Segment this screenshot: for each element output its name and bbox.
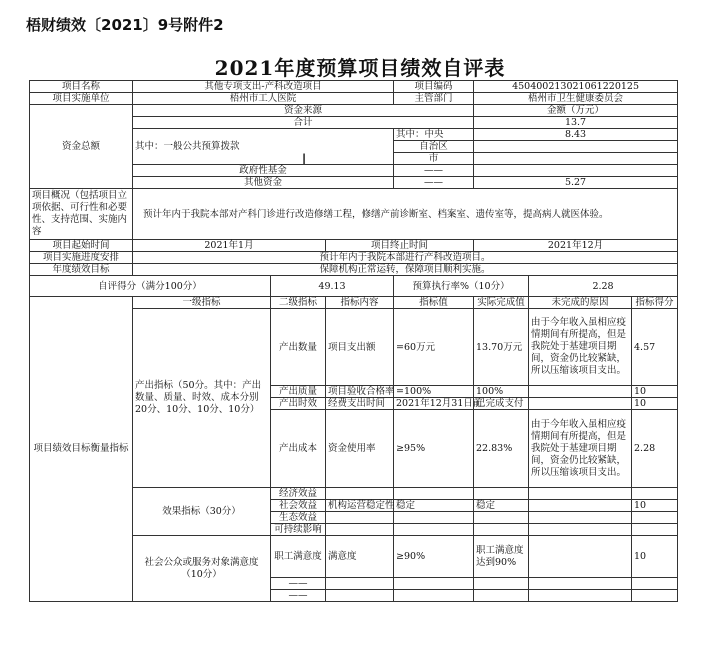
value-other-fund-dash: ——: [394, 177, 474, 189]
row-target: =100%: [394, 386, 474, 398]
row-l2: 经济效益: [271, 488, 326, 500]
value-overview: 预计年内于我院本部对产科门诊进行改造修缮工程，修缮产前诊断室、档案室、遗传室等，提高病人就医体验。: [133, 189, 678, 240]
value-end: 2021年12月: [474, 240, 678, 252]
value-progress: 预计年内于我院本部进行产科改造项目。: [133, 252, 678, 264]
row-reason: 由于今年收入虽相应疫情期间有所提高，但是我院处于基建项目期间，资金仍比较紧缺，所以压缩该项目支出。: [529, 309, 632, 386]
performance-table: [29, 80, 678, 602]
value-project-name: 其他专项支出-产科改造项目: [133, 81, 394, 93]
row-target: 2021年12月31日前: [394, 398, 474, 410]
row-target: =60万元: [394, 309, 474, 386]
row-l2: 产出成本: [271, 410, 326, 488]
label-central: 其中：中央: [394, 129, 474, 141]
row-target: 稳定: [394, 500, 474, 512]
value-start: 2021年1月: [133, 240, 326, 252]
label-project-code: 项目编码: [394, 81, 474, 93]
row-l2: 产出时效: [271, 398, 326, 410]
row-actual: 22.83%: [474, 410, 529, 488]
row-reason: [529, 578, 632, 590]
row-target: [394, 578, 474, 590]
row-content: 满意度: [326, 536, 394, 578]
label-dept: 主管部门: [394, 93, 474, 105]
value-project-code: 450400213021061220125: [474, 81, 678, 93]
row-l2: 可持续影响: [271, 524, 326, 536]
row-l2: 生态效益: [271, 512, 326, 524]
row-reason: [529, 512, 632, 524]
row-content: 项目验收合格率: [326, 386, 394, 398]
row-actual: 100%: [474, 386, 529, 398]
row-actual: [474, 488, 529, 500]
row-l2: 职工满意度: [271, 536, 326, 578]
row-target: ≥95%: [394, 410, 474, 488]
label-other-fund: 其他资金: [133, 177, 394, 189]
row-actual: [474, 578, 529, 590]
value-exec-rate: 2.28: [529, 276, 678, 297]
row-content: [326, 524, 394, 536]
value-gov-fund: ——: [394, 165, 474, 177]
label-general-budget: 其中：一般公共预算拨款: [133, 129, 394, 165]
label-annual-goal: 年度绩效目标: [30, 264, 133, 276]
row-l2: 产出数量: [271, 309, 326, 386]
header-value: 指标值: [394, 297, 474, 309]
row-target: [394, 512, 474, 524]
value-central: 8.43: [474, 129, 678, 141]
value-dept: 梧州市卫生健康委员会: [474, 93, 678, 105]
header-l1: 一级指标: [133, 297, 271, 309]
row-target: ≥90%: [394, 536, 474, 578]
row-content: 资金使用率: [326, 410, 394, 488]
effect-l1: 效果指标（30分）: [133, 488, 271, 536]
row-actual: 已完成支付: [474, 398, 529, 410]
label-overview: 项目概况（包括项目立项依据、可行性和必要性、支持范围、实施内容: [30, 189, 133, 240]
value-annual-goal: 保障机构正常运转，保障项目顺利实施。: [133, 264, 678, 276]
row-reason: [529, 500, 632, 512]
row-reason: [529, 524, 632, 536]
label-amount: 金额（万元）: [474, 105, 678, 117]
row-reason: [529, 398, 632, 410]
row-score: 2.28: [632, 410, 678, 488]
row-reason: [529, 590, 632, 602]
value-impl-unit: 梧州市工人医院: [133, 93, 394, 105]
value-self-score: 49.13: [271, 276, 394, 297]
row-score: 10: [632, 500, 678, 512]
label-gov-fund: 政府性基金: [133, 165, 394, 177]
label-progress: 项目实施进度安排: [30, 252, 133, 264]
row-actual: [474, 524, 529, 536]
label-impl-unit: 项目实施单位: [30, 93, 133, 105]
row-content: [326, 488, 394, 500]
row-l2: ——: [271, 578, 326, 590]
row-actual: [474, 590, 529, 602]
row-score: [632, 524, 678, 536]
label-total: 合计: [133, 117, 474, 129]
row-score: 10: [632, 536, 678, 578]
row-reason: [529, 386, 632, 398]
row-score: [632, 590, 678, 602]
label-end: 项目终止时间: [326, 240, 474, 252]
value-region: [474, 141, 678, 153]
row-target: [394, 590, 474, 602]
document-title: 2021年度预算项目绩效自评表: [214, 56, 506, 80]
row-reason: [529, 488, 632, 500]
value-city: [474, 153, 678, 165]
row-content: [326, 578, 394, 590]
output-l1: 产出指标（50分。其中：产出数量、质量、时效、成本分别20分、10分、10分、10分）: [133, 309, 271, 488]
label-project-name: 项目名称: [30, 81, 133, 93]
row-actual: 职工满意度达到90%: [474, 536, 529, 578]
label-fund-source: 资金来源: [133, 105, 474, 117]
row-l2: ——: [271, 590, 326, 602]
row-score: 10: [632, 398, 678, 410]
row-content: 项目支出额: [326, 309, 394, 386]
row-reason: [529, 536, 632, 578]
row-score: 4.57: [632, 309, 678, 386]
row-score: [632, 488, 678, 500]
header-reason: 未完成的原因: [529, 297, 632, 309]
row-score: [632, 578, 678, 590]
row-content: [326, 590, 394, 602]
value-other-fund: 5.27: [474, 177, 678, 189]
header-l2: 二级指标: [271, 297, 326, 309]
label-self-score: 自评得分（满分100分）: [30, 276, 271, 297]
row-target: [394, 488, 474, 500]
row-l2: 产出质量: [271, 386, 326, 398]
value-total: 13.7: [474, 117, 678, 129]
label-fund-total: 资金总额: [30, 105, 133, 189]
row-score: 10: [632, 386, 678, 398]
row-content: 机构运营稳定性: [326, 500, 394, 512]
label-start: 项目起始时间: [30, 240, 133, 252]
row-actual: [474, 512, 529, 524]
header-score: 指标得分: [632, 297, 678, 309]
row-content: [326, 512, 394, 524]
row-score: [632, 512, 678, 524]
row-l2: 社会效益: [271, 500, 326, 512]
value-gov-fund-amount: [474, 165, 678, 177]
row-content: 经费支出时间: [326, 398, 394, 410]
row-target: [394, 524, 474, 536]
row-actual: 稳定: [474, 500, 529, 512]
label-exec-rate: 预算执行率%（10分）: [394, 276, 529, 297]
header-content: 指标内容: [326, 297, 394, 309]
header-actual: 实际完成值: [474, 297, 529, 309]
label-city: 市: [394, 153, 474, 165]
label-region: 自治区: [394, 141, 474, 153]
row-actual: 13.70万元: [474, 309, 529, 386]
row-reason: 由于今年收入虽相应疫情期间有所提高，但是我院处于基建项目期间，资金仍比较紧缺，所以压缩该项目支出。: [529, 410, 632, 488]
social-l1: 社会公众或服务对象满意度（10分）: [133, 536, 271, 602]
text-cursor-icon: I: [302, 152, 307, 168]
document-header: 梧财绩效〔2021〕9号附件2: [26, 16, 224, 34]
label-indicator-block: 项目绩效目标衡量指标: [30, 297, 133, 602]
